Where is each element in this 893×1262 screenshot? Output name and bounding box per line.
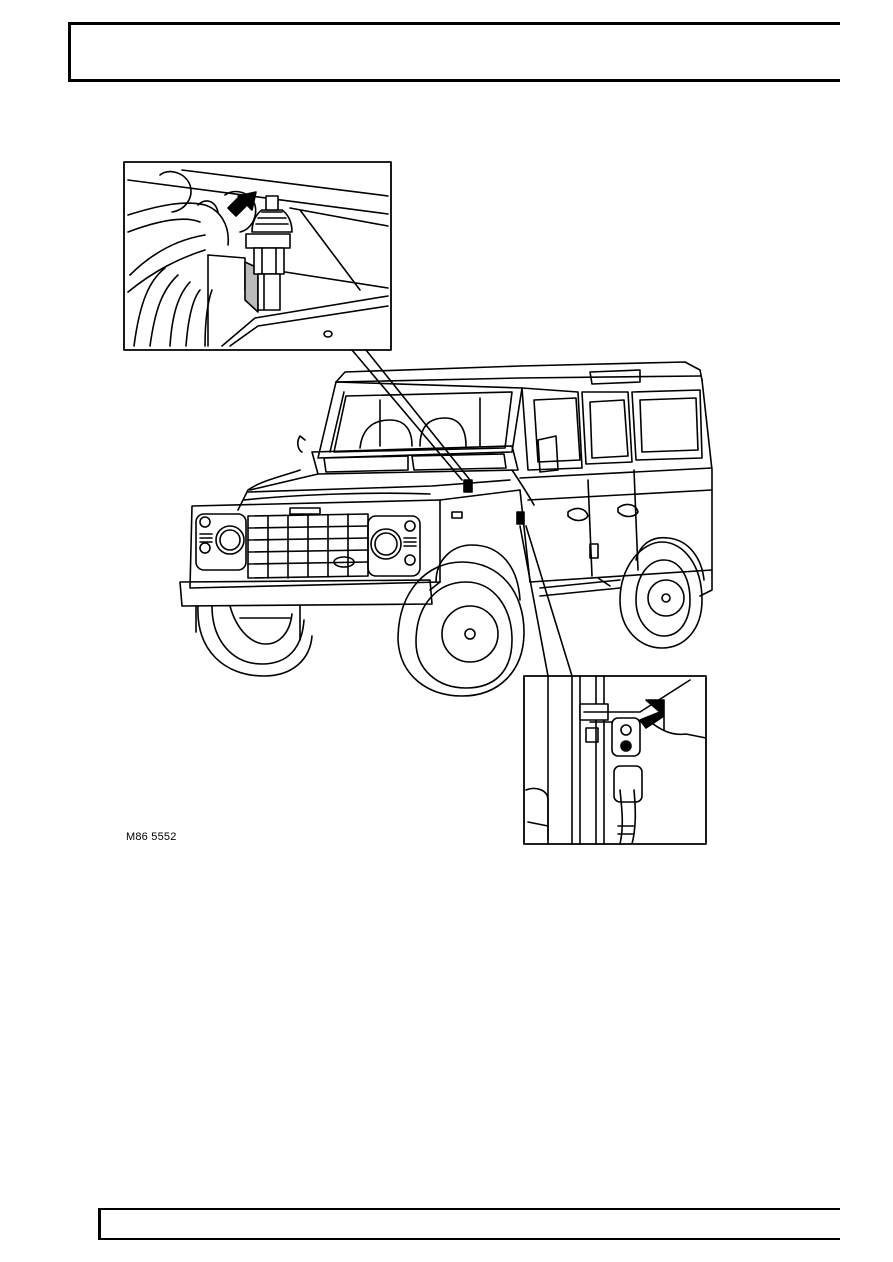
figure-caption: M86 5552 [126, 831, 177, 843]
door-switch-detail-inset [524, 676, 706, 844]
switch-detail-inset [124, 162, 470, 480]
land-rover-defender-outline [180, 362, 712, 696]
page-footer-box [98, 1208, 840, 1240]
